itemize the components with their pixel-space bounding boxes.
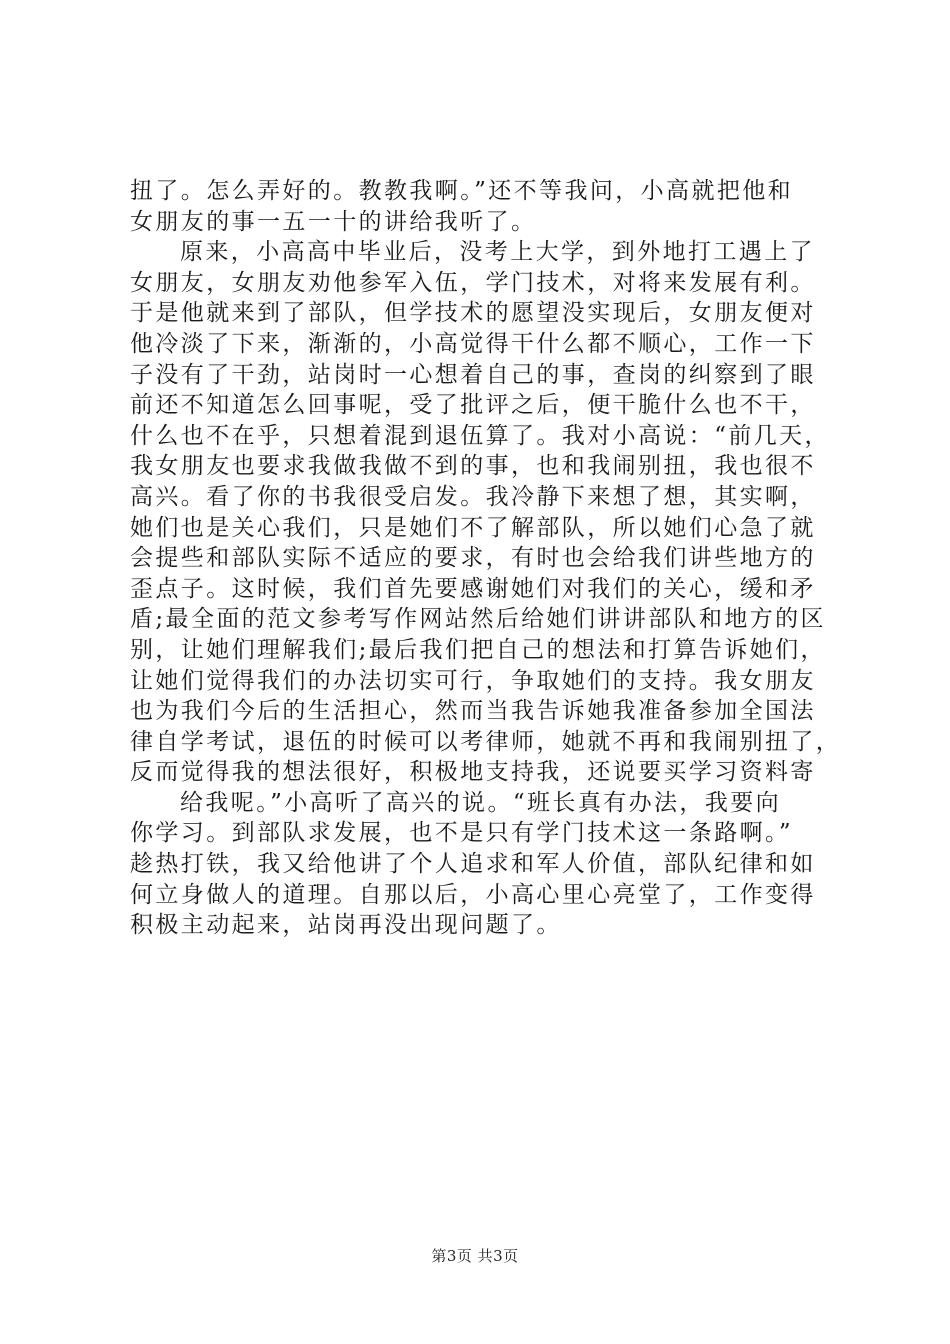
text-line: 反而觉得我的想法很好，积极地支持我，还说要买学习资料寄 <box>130 759 816 786</box>
text-line: 盾;最全面的范文参考写作网站然后给她们讲讲部队和地方的区 <box>130 606 826 633</box>
text-line: 高兴。看了你的书我很受启发。我冷静下来想了想，其实啊， <box>130 483 816 510</box>
text-line: 会提些和部队实际不适应的要求，有时也会给我们讲些地方的 <box>130 545 816 572</box>
text-line: 律自学考试，退伍的时候可以考律师，她就不再和我闹别扭了， <box>130 728 842 755</box>
text-line: 他冷淡了下来，渐渐的，小高觉得干什么都不顺心，工作一下 <box>130 330 816 357</box>
text-line: 趁热打铁，我又给他讲了个人追求和军人价值，部队纪律和如 <box>130 851 816 878</box>
text-line: 别，让她们理解我们;最后我们把自己的想法和打算告诉她们， <box>130 636 826 663</box>
page-number-footer: 第3页 共3页 <box>431 1247 519 1265</box>
text-line: 前还不知道怎么回事呢，受了批评之后，便干脆什么也不干， <box>130 392 816 419</box>
text-line: 积极主动起来，站岗再没出现问题了。 <box>130 912 562 939</box>
text-line: 让她们觉得我们的办法切实可行，争取她们的支持。我女朋友 <box>130 667 816 694</box>
text-line: 什么也不在乎，只想着混到退伍算了。我对小高说：“前几天， <box>130 422 830 449</box>
text-line: 她们也是关心我们，只是她们不了解部队，所以她们心急了就 <box>130 514 816 541</box>
text-line: 原来，小高高中毕业后，没考上大学，到外地打工遇上了 <box>180 239 815 266</box>
text-line: 扭了。怎么弄好的。教教我啊。”还不等我问，小高就把他和 <box>130 178 794 204</box>
text-line: 也为我们今后的生活担心，然而当我告诉她我准备参加全国法 <box>130 698 816 725</box>
text-line: 女朋友的事一五一十的讲给我听了。 <box>130 208 537 235</box>
text-line: 我女朋友也要求我做我做不到的事，也和我闹别扭，我也很不 <box>130 453 816 480</box>
text-line: 歪点子。这时候，我们首先要感谢她们对我们的关心，缓和矛 <box>130 575 816 602</box>
text-line: 给我呢。”小高听了高兴的说。“班长真有办法，我要向 <box>180 789 782 816</box>
text-line: 何立身做人的道理。自那以后，小高心里心亮堂了，工作变得 <box>130 881 816 908</box>
text-line: 女朋友，女朋友劝他参军入伍，学门技术，对将来发展有利。 <box>130 269 816 296</box>
text-line: 你学习。到部队求发展，也不是只有学门技术这一条路啊。” <box>130 820 794 847</box>
text-line: 子没有了干劲，站岗时一心想着自己的事，查岗的纠察到了眼 <box>130 361 816 388</box>
body-text <box>130 176 842 941</box>
text-line: 于是他就来到了部队，但学技术的愿望没实现后，女朋友便对 <box>130 300 816 327</box>
